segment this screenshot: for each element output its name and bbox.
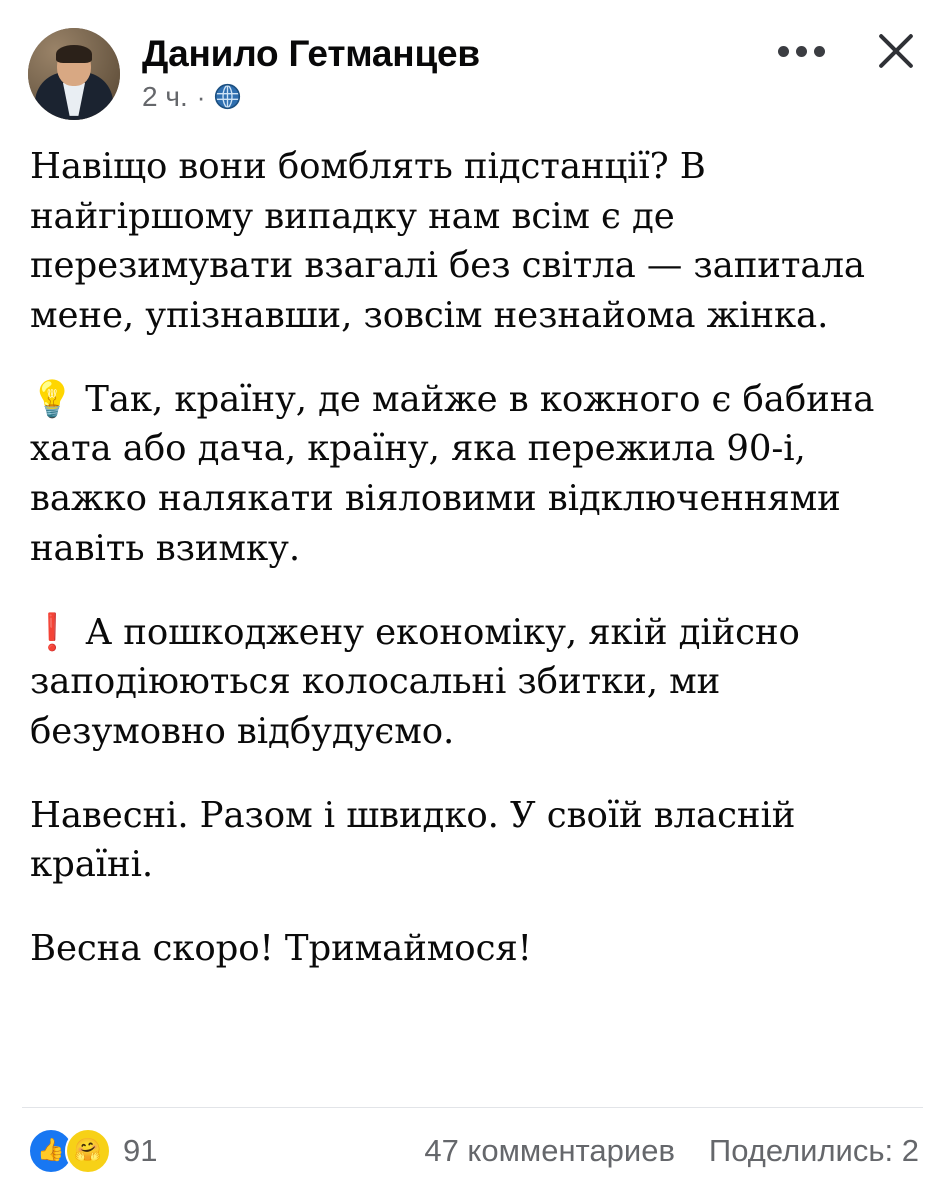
more-dot-1 — [778, 46, 789, 57]
meta-separator: · — [196, 81, 206, 112]
care-icon: 🤗 — [65, 1128, 111, 1174]
reaction-count: 91 — [123, 1133, 158, 1168]
post-meta — [142, 81, 480, 113]
author-name[interactable]: Данило Гетманцев — [142, 33, 480, 74]
reactions-summary[interactable] — [28, 1128, 157, 1174]
post-body — [0, 120, 945, 1200]
post-header — [0, 0, 945, 120]
post-paragraph: Навіщо вони бомблять підстанції? В найгіршому випадку нам всім є де перезимувати взагалі без світла — запитала мене, упізнавши, зовсім незнайома жінка. — [30, 146, 865, 337]
close-icon[interactable] — [873, 28, 919, 74]
comments-count[interactable]: 47 комментариев — [424, 1133, 675, 1168]
reaction-icons — [28, 1128, 111, 1174]
more-options-icon[interactable] — [776, 38, 827, 65]
avatar-hair — [56, 45, 92, 63]
post-header-actions — [776, 28, 919, 74]
avatar[interactable] — [28, 28, 120, 120]
footer-links — [424, 1133, 919, 1169]
post-paragraph: Навесні. Разом і швидко. У своїй власній країні. — [30, 794, 796, 886]
globe-icon[interactable] — [214, 83, 241, 110]
post-timestamp[interactable]: 2 ч. — [142, 80, 188, 112]
more-dot-2 — [796, 46, 807, 57]
post-header-text — [142, 28, 480, 113]
more-dot-3 — [814, 46, 825, 57]
shares-count[interactable]: Поделились: 2 — [708, 1133, 919, 1168]
post-paragraph: 💡 Так, країну, де майже в кожного є бабина хата або дача, країну, яка пережила 90-і, важко налякати віяловими відключеннями навіть взимку. — [30, 378, 875, 569]
post-paragraph: Весна скоро! Тримаймося! — [30, 927, 532, 969]
post-footer — [22, 1107, 923, 1200]
like-icon: 👍 — [28, 1128, 74, 1174]
post-paragraph: ❗ А пошкоджену економіку, якій дійсно заподіюються колосальні збитки, ми безумовно відбудуємо. — [30, 611, 800, 752]
